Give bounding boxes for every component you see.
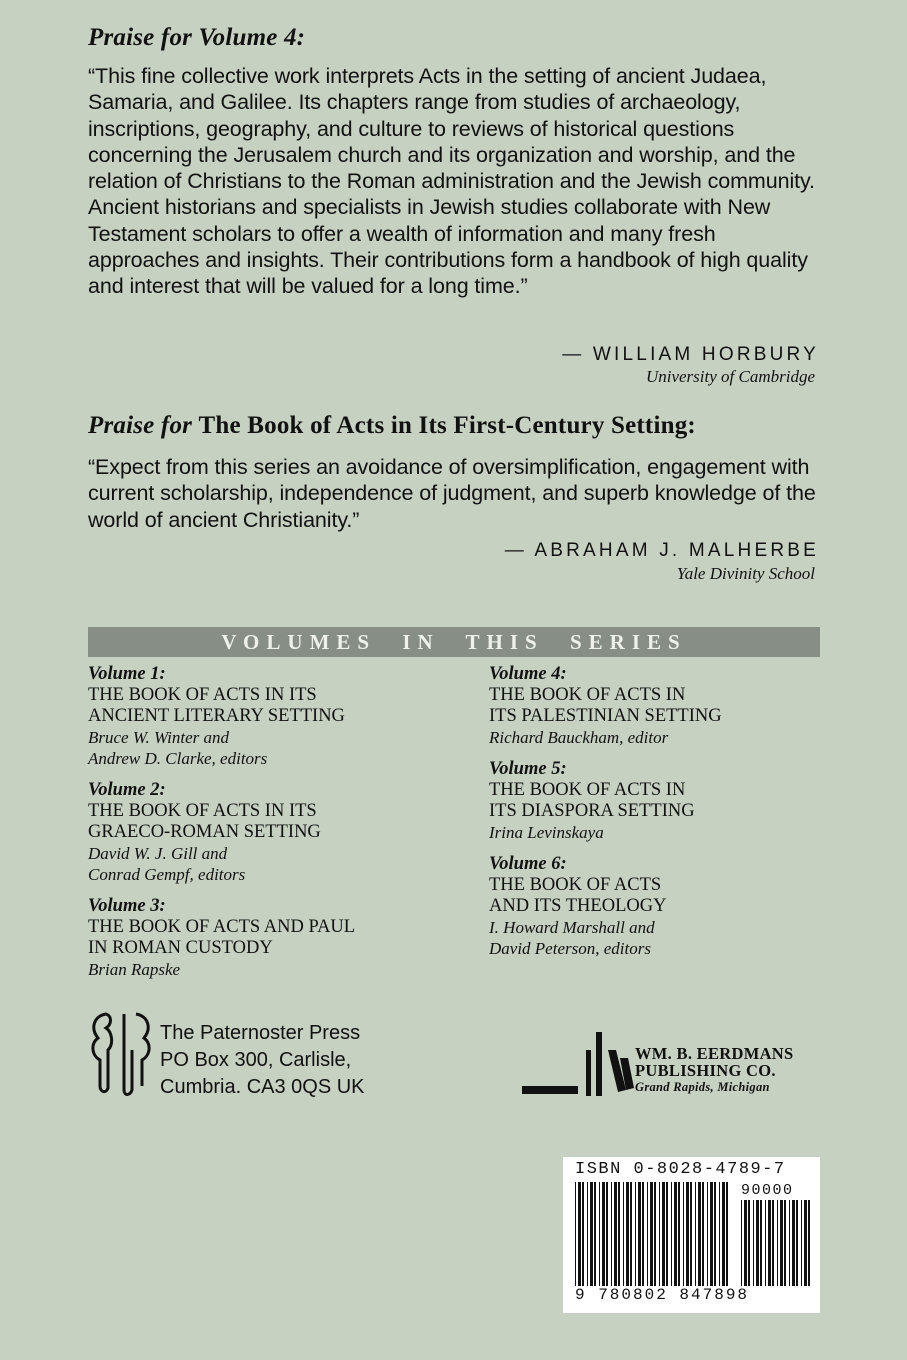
paternoster-line-2: PO Box 300, Carlisle, bbox=[160, 1049, 352, 1071]
volumes-right-column bbox=[489, 664, 849, 970]
barcode-bar bbox=[606, 1182, 608, 1286]
volume-entry bbox=[88, 664, 448, 769]
barcode-bar bbox=[772, 1200, 774, 1286]
praise-series-heading bbox=[88, 412, 696, 440]
barcode-bar bbox=[801, 1200, 802, 1286]
volume-title-line: THE BOOK OF ACTS bbox=[489, 875, 662, 895]
volume-editor-line: David W. J. Gill and bbox=[88, 844, 228, 863]
barcode-bar bbox=[768, 1200, 771, 1286]
barcode-bar bbox=[777, 1200, 778, 1286]
barcode-bar bbox=[582, 1182, 584, 1286]
quote-author-horbury: — WILLIAM HORBURY bbox=[562, 344, 819, 365]
barcode-bar bbox=[666, 1182, 668, 1286]
barcode-bar bbox=[602, 1182, 605, 1286]
barcode-bar bbox=[662, 1182, 665, 1286]
barcode-bar bbox=[618, 1182, 620, 1286]
volume-label: Volume 2: bbox=[88, 780, 166, 800]
volume-editor-line: I. Howard Marshall and bbox=[489, 918, 655, 937]
barcode-bar bbox=[674, 1182, 677, 1286]
barcode-bar bbox=[626, 1182, 629, 1286]
volume-editor-line: Bruce W. Winter and bbox=[88, 728, 230, 747]
barcode-bar bbox=[642, 1182, 644, 1286]
price-code: 90000 bbox=[741, 1182, 794, 1199]
quote-author-malherbe: — ABRAHAM J. MALHERBE bbox=[504, 540, 819, 561]
barcode-bar bbox=[590, 1182, 593, 1286]
barcode-bar bbox=[748, 1200, 750, 1286]
volume-entry bbox=[88, 780, 448, 885]
barcode-bar bbox=[635, 1182, 636, 1286]
volume-label: Volume 4: bbox=[489, 664, 567, 684]
volume-label: Volume 5: bbox=[489, 759, 567, 779]
volume-entry bbox=[88, 896, 448, 980]
barcode-bar bbox=[780, 1200, 783, 1286]
barcode-bar bbox=[695, 1182, 696, 1286]
barcode-bar bbox=[690, 1182, 692, 1286]
barcode-bar bbox=[707, 1182, 708, 1286]
ean-barcode bbox=[575, 1182, 735, 1286]
praise-volume-4-heading: Praise for Volume 4: bbox=[88, 24, 306, 51]
eerdmans-books-logo-icon bbox=[522, 1030, 634, 1102]
volume-title-line: THE BOOK OF ACTS AND PAUL bbox=[88, 917, 356, 937]
barcode-bar bbox=[792, 1200, 795, 1286]
volume-title-line: THE BOOK OF ACTS IN ITS bbox=[88, 685, 317, 705]
barcode-bar bbox=[587, 1182, 588, 1286]
barcode-bar bbox=[756, 1200, 759, 1286]
barcode-bar bbox=[614, 1182, 617, 1286]
eerdmans-line-3: Grand Rapids, Michigan bbox=[635, 1080, 770, 1094]
barcode-bar bbox=[575, 1182, 576, 1286]
volume-label: Volume 6: bbox=[489, 854, 567, 874]
volume-label: Volume 3: bbox=[88, 896, 166, 916]
volume-editor-line: Andrew D. Clarke, editors bbox=[88, 749, 268, 768]
praise-series-heading-title: The Book of Acts in Its First-Century Setting: bbox=[198, 412, 696, 439]
eerdmans-line-1: WM. B. EERDMANS bbox=[635, 1044, 794, 1063]
barcode-bar bbox=[808, 1200, 810, 1286]
volume-title-line: THE BOOK OF ACTS IN ITS bbox=[88, 801, 317, 821]
price-barcode bbox=[741, 1200, 813, 1286]
volume-editor-line: David Peterson, editors bbox=[489, 939, 651, 958]
volume-editor-line: Irina Levinskaya bbox=[489, 823, 604, 842]
barcode-bar bbox=[638, 1182, 641, 1286]
barcode-bar bbox=[760, 1200, 762, 1286]
volume-title-line: THE BOOK OF ACTS IN bbox=[489, 780, 686, 800]
barcode-bar bbox=[753, 1200, 754, 1286]
barcode-bar bbox=[594, 1182, 596, 1286]
volumes-in-series-band: VOLUMES IN THIS SERIES bbox=[88, 627, 820, 657]
volume-editor-line: Richard Bauckham, editor bbox=[489, 728, 669, 747]
volume-title-line: GRAECO-ROMAN SETTING bbox=[88, 822, 321, 842]
eerdmans-line-2: PUBLISHING CO. bbox=[635, 1061, 776, 1080]
barcode-bar bbox=[683, 1182, 684, 1286]
barcode-bar bbox=[714, 1182, 716, 1286]
volume-title-line: ANCIENT LITERARY SETTING bbox=[88, 706, 345, 726]
volume-title-line: IN ROMAN CUSTODY bbox=[88, 938, 273, 958]
barcode-bar bbox=[611, 1182, 612, 1286]
barcode-bar bbox=[650, 1182, 653, 1286]
praise-series-heading-prefix: Praise for bbox=[88, 412, 193, 439]
barcode-bar bbox=[744, 1200, 747, 1286]
volume-entry bbox=[489, 854, 849, 959]
eerdmans-publisher bbox=[635, 1045, 794, 1096]
volume-title-line: THE BOOK OF ACTS IN bbox=[489, 685, 686, 705]
isbn-text: ISBN 0-8028-4789-7 bbox=[575, 1160, 786, 1179]
barcode-bar bbox=[710, 1182, 713, 1286]
barcode-bar bbox=[784, 1200, 786, 1286]
barcode-bar bbox=[702, 1182, 704, 1286]
barcode-bar bbox=[719, 1182, 720, 1286]
barcode-bar bbox=[671, 1182, 672, 1286]
volume-title-line: ITS PALESTINIAN SETTING bbox=[489, 706, 722, 726]
barcode-bar bbox=[726, 1182, 728, 1286]
volume-entry bbox=[489, 759, 849, 843]
volumes-left-column bbox=[88, 664, 448, 991]
barcode-bar bbox=[686, 1182, 689, 1286]
volume-title-line: AND ITS THEOLOGY bbox=[489, 896, 667, 916]
paternoster-logo-icon bbox=[84, 1010, 156, 1098]
paternoster-line-3: Cumbria. CA3 0QS UK bbox=[160, 1076, 365, 1098]
barcode-bar bbox=[623, 1182, 624, 1286]
barcode-bar bbox=[654, 1182, 656, 1286]
barcode-bar bbox=[796, 1200, 798, 1286]
praise-series-quote: “Expect from this series an avoidance of oversimplification, engagement with current scholarship, independence of judgment, and superb knowledge of the world of ancient Christianity.” bbox=[88, 455, 816, 532]
barcode-bar bbox=[698, 1182, 701, 1286]
barcode-bar bbox=[789, 1200, 790, 1286]
barcode-bar bbox=[765, 1200, 766, 1286]
barcode-bar bbox=[722, 1182, 725, 1286]
volume-title-line: ITS DIASPORA SETTING bbox=[489, 801, 695, 821]
volume-editor-line: Conrad Gempf, editors bbox=[88, 865, 246, 884]
barcode-bar bbox=[678, 1182, 680, 1286]
barcode-bar bbox=[599, 1182, 600, 1286]
paternoster-line-1: The Paternoster Press bbox=[160, 1022, 361, 1044]
paternoster-address bbox=[160, 1020, 365, 1101]
ean-number: 9 780802 847898 bbox=[575, 1286, 750, 1304]
barcode-bar bbox=[659, 1182, 660, 1286]
barcode-bar bbox=[647, 1182, 648, 1286]
volume-entry bbox=[489, 664, 849, 748]
barcode-bar bbox=[578, 1182, 581, 1286]
quote-institution-cambridge: University of Cambridge bbox=[645, 367, 815, 386]
quote-institution-yale: Yale Divinity School bbox=[676, 564, 815, 583]
barcode-bar bbox=[630, 1182, 632, 1286]
volume-label: Volume 1: bbox=[88, 664, 166, 684]
volume-editor-line: Brian Rapske bbox=[88, 960, 181, 979]
praise-volume-4-quote: “This fine collective work interprets Acts in the setting of ancient Judaea, Samaria, and Galilee. Its chapters range from studies of archaeology, inscriptions, geography, and culture to reviews of historical questions concerning the Jerusalem church and its organization and worship, and the relation of Christians to the Roman administration and the Jewish community. Ancient historians and specialists in Jewish studies collaborate with New Testament scholars to offer a wealth of information and many fresh approaches and insights. Their contributions form a handbook of high quality and interest that will be valued for a long time.” bbox=[88, 64, 815, 299]
barcode-bar bbox=[804, 1200, 807, 1286]
barcode-bar bbox=[741, 1200, 742, 1286]
